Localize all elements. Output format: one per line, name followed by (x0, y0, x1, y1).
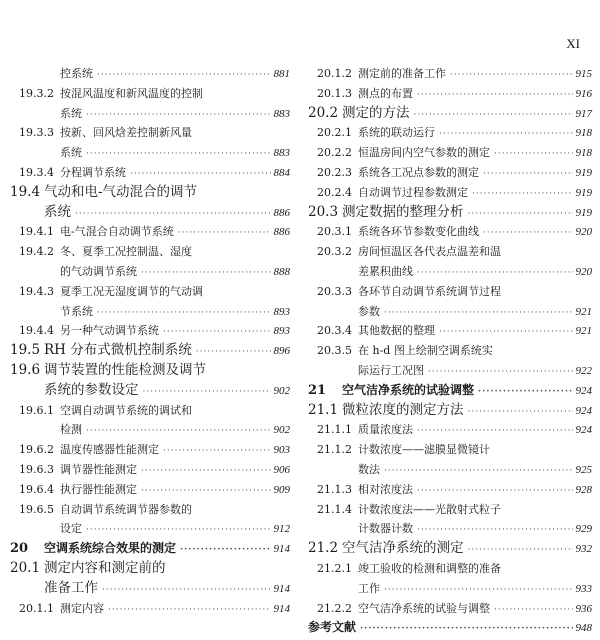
toc-entry[interactable] (308, 500, 592, 520)
toc-entry-number: 20.1.3 (317, 86, 352, 100)
toc-entry-page: 902 (273, 424, 290, 437)
leader-dots (414, 106, 573, 126)
toc-entry-title: 系统各环节参数变化曲线 (358, 225, 479, 239)
toc-entry-title: 计数浓度——滤膜显微镜计 (358, 443, 490, 457)
toc-entry-title: 房间恒温区各代表点温差和温 (358, 245, 501, 259)
toc-entry-title: 空气洁净系统的测定 (342, 540, 464, 557)
toc-entry-title: 系统 (60, 146, 82, 160)
toc-entry-page: 915 (575, 68, 592, 80)
toc-entry[interactable] (10, 440, 290, 460)
toc-entry-title: 空气洁净系统的试验与调整 (358, 601, 490, 615)
toc-entry-title: 系统 (44, 203, 71, 220)
toc-entry-title: 测点的布置 (358, 86, 413, 100)
toc-entry[interactable] (308, 123, 592, 143)
toc-entry-title: 差累积曲线 (358, 264, 413, 278)
toc-entry[interactable] (10, 143, 290, 163)
toc-entry[interactable] (308, 539, 592, 559)
toc-entry-title: 空气洁净系统的试验调整 (342, 382, 475, 397)
toc-entry-number: 19.6.4 (19, 482, 54, 496)
toc-entry[interactable] (308, 420, 592, 440)
toc-entry-title: 测定的方法 (342, 104, 410, 121)
toc-entry-page: 933 (575, 582, 592, 595)
toc-entry-page: 881 (273, 68, 290, 80)
toc-entry-number: 19.3.4 (19, 165, 54, 179)
toc-entry-title: 参数 (358, 304, 380, 318)
toc-entry-page: 925 (575, 463, 592, 476)
toc-entry[interactable] (10, 302, 290, 322)
toc-entry-number: 20.2.3 (317, 165, 352, 179)
toc-entry-number: 20.1 (10, 559, 41, 576)
toc-entry-title: 数法 (358, 462, 380, 476)
toc-entry-number: 21.1.2 (317, 443, 352, 457)
toc-entry[interactable] (10, 203, 290, 223)
toc-entry-number: 21.1.4 (317, 502, 352, 516)
toc-entry-page: 914 (273, 602, 290, 615)
toc-entry-title: 计数浓度法——光散射式粒子 (358, 502, 501, 516)
toc-entry-title: 执行器性能测定 (60, 482, 137, 496)
toc-entry[interactable] (308, 282, 592, 302)
leader-dots (450, 66, 573, 86)
toc-entry[interactable] (10, 480, 290, 500)
toc-entry-number: 20.2 (308, 104, 339, 121)
leader-dots (468, 205, 573, 225)
toc-entry-page: 936 (575, 602, 592, 615)
toc-entry-number: 21.2.1 (317, 561, 352, 575)
toc-entry-number: 20.3.2 (317, 245, 352, 259)
toc-entry[interactable] (308, 381, 592, 401)
toc-entry[interactable] (10, 381, 290, 401)
toc-entry[interactable] (10, 282, 290, 302)
toc-left-column (10, 64, 290, 618)
toc-entry[interactable] (308, 579, 592, 599)
toc-entry[interactable] (10, 64, 290, 84)
toc-entry-title: RH 分布式微机控制系统 (44, 342, 192, 359)
toc-entry-title: 按混风温度和新风温度的控制 (60, 86, 203, 100)
toc-entry-page: 884 (273, 166, 290, 179)
toc-entry-page: 920 (575, 265, 592, 278)
toc-entry-title: 检测 (60, 423, 82, 437)
toc-entry-title: 系统的联动运行 (358, 126, 435, 140)
toc-entry-page: 886 (273, 206, 290, 219)
toc-entry-title: 调节装置的性能检测及调节 (44, 361, 206, 378)
toc-entry-number: 21 (308, 382, 327, 398)
toc-entry-page: 918 (575, 147, 592, 160)
toc-entry-number: 20 (10, 541, 29, 557)
leader-dots (472, 185, 573, 205)
toc-entry-title: 夏季工况无湿度调节的气动调 (60, 284, 203, 298)
toc-entry-page: 888 (273, 265, 290, 278)
toc-entry-title: 工作 (358, 581, 380, 595)
leader-dots (494, 601, 573, 621)
toc-entry[interactable] (10, 163, 290, 183)
toc-entry-page: 902 (273, 384, 290, 397)
toc-entry[interactable] (10, 123, 290, 143)
toc-entry[interactable] (308, 519, 592, 539)
toc-entry-title: 测定数据的整理分析 (342, 203, 464, 220)
toc-entry-number: 19.3.3 (19, 126, 54, 140)
toc-entry-number: 20.2.4 (317, 185, 352, 199)
toc-entry-number: 19.3.2 (19, 86, 54, 100)
leader-dots (141, 462, 271, 482)
toc-entry-page: 924 (575, 384, 592, 397)
toc-entry-number: 20.1.1 (19, 601, 54, 615)
leader-dots (468, 403, 573, 423)
toc-entry[interactable] (10, 401, 290, 421)
toc-entry[interactable] (10, 519, 290, 539)
toc-entry-page: 909 (273, 483, 290, 496)
toc-entry[interactable] (10, 104, 290, 124)
toc-entry[interactable] (308, 242, 592, 262)
toc-entry-page: 921 (575, 305, 592, 318)
toc-entry-title: 按新、回风焓差控制新风量 (60, 126, 192, 140)
leader-dots (102, 581, 271, 601)
toc-entry-title: 际运行工况图 (358, 363, 424, 377)
toc-entry[interactable] (308, 84, 592, 104)
toc-entry-number: 19.4.2 (19, 245, 54, 259)
toc-entry-title: 参考文献 (308, 620, 357, 635)
toc-entry[interactable] (308, 341, 592, 361)
toc-entry[interactable] (10, 262, 290, 282)
toc-entry-title: 竣工验收的检测和调整的准备 (358, 561, 501, 575)
toc-entry-page: 921 (575, 325, 592, 338)
toc-entry-page: 883 (273, 107, 290, 120)
toc-entry-title: 另一种气动调节系统 (60, 324, 159, 338)
leader-dots (360, 620, 572, 640)
toc-entry-page: 922 (575, 364, 592, 377)
toc-entry[interactable] (308, 262, 592, 282)
toc-entry-page: 914 (273, 543, 290, 556)
toc-entry-title: 在 h-d 图上绘制空调系统实 (358, 344, 493, 358)
toc-entry-title: 控系统 (60, 67, 93, 80)
toc-entry-title: 质量浓度法 (358, 423, 413, 437)
toc-entry-page: 903 (273, 444, 290, 457)
toc-entry-number: 21.2 (308, 540, 339, 557)
toc-entry-number: 21.1.3 (317, 482, 352, 496)
toc-entry[interactable] (308, 163, 592, 183)
toc-entry-page: 893 (273, 305, 290, 318)
toc-entry-title: 测定内容和测定前的 (44, 559, 166, 576)
toc-entry-title: 系统 (60, 106, 82, 120)
toc-entry[interactable] (10, 183, 290, 203)
toc-entry-number: 19.4.3 (19, 284, 54, 298)
toc-entry-number: 21.1 (308, 401, 339, 418)
toc-entry-number: 20.2.2 (317, 146, 352, 160)
toc-entry-title: 分程调节系统 (60, 165, 126, 179)
toc-entry[interactable] (308, 618, 592, 638)
leader-dots (417, 86, 573, 106)
toc-entry-number: 21.1.1 (317, 423, 352, 437)
toc-entry[interactable] (308, 440, 592, 460)
toc-entry[interactable] (308, 203, 592, 223)
toc-entry-page: 920 (575, 226, 592, 239)
toc-entry-title: 气动和电-气动混合的调节 (44, 183, 198, 200)
toc-entry-title: 测定内容 (60, 601, 104, 615)
toc-entry-title: 空调自动调节系统的调试和 (60, 403, 192, 417)
toc-entry-page: 929 (575, 523, 592, 536)
toc-entry-title: 冬、夏季工况控制温、湿度 (60, 245, 192, 259)
toc-entry-title: 恒温房间内空气参数的测定 (358, 146, 490, 160)
toc-entry-title: 电-气混合自动调节系统 (60, 225, 174, 239)
toc-entry[interactable] (308, 480, 592, 500)
toc-entry-title: 空调系统综合效果的测定 (44, 541, 177, 556)
toc-entry-number: 19.6.3 (19, 462, 54, 476)
leader-dots (196, 343, 271, 363)
toc-entry-title: 微粒浓度的测定方法 (342, 401, 464, 418)
toc-entry-page: 893 (273, 325, 290, 338)
toc-entry-page: 932 (575, 543, 592, 556)
toc-entry-number: 19.6.2 (19, 443, 54, 457)
toc-entry-page: 917 (575, 107, 592, 120)
toc-entry-page: 919 (575, 186, 592, 199)
toc-entry-page: 916 (575, 87, 592, 100)
toc-entry[interactable] (308, 401, 592, 421)
toc-entry-title: 节系统 (60, 304, 93, 318)
toc-entry-number: 19.4.1 (19, 225, 54, 239)
toc-entry-title: 相对浓度法 (358, 482, 413, 496)
page-number: XI (566, 36, 580, 51)
toc-entry-page: 914 (273, 582, 290, 595)
toc-entry[interactable] (10, 559, 290, 579)
leader-dots (478, 383, 572, 403)
leader-dots (483, 165, 573, 185)
toc-entry[interactable] (308, 64, 592, 84)
toc-entry[interactable] (10, 539, 290, 559)
toc-entry-title: 设定 (60, 522, 82, 536)
toc-entry-title: 自动调节系统调节器参数的 (60, 502, 192, 516)
toc-entry-title: 测定前的准备工作 (358, 67, 446, 80)
toc-entry-number: 19.4.4 (19, 324, 54, 338)
toc-entry-number: 21.2.2 (317, 601, 352, 615)
toc-entry-page: 919 (575, 206, 592, 219)
leader-dots (163, 442, 271, 462)
toc-entry[interactable] (10, 420, 290, 440)
toc-entry-title: 调节器性能测定 (60, 462, 137, 476)
toc-entry-title: 系统各工况点参数的测定 (358, 165, 479, 179)
toc-entry[interactable] (10, 242, 290, 262)
toc-entry[interactable] (308, 321, 592, 341)
toc-entry-page: 918 (575, 127, 592, 140)
toc-entry[interactable] (10, 579, 290, 599)
toc-entry-title: 的气动调节系统 (60, 264, 137, 278)
toc-entry-page: 919 (575, 166, 592, 179)
leader-dots (108, 601, 271, 621)
toc-entry-page: 912 (273, 523, 290, 536)
toc-entry-page: 928 (575, 483, 592, 496)
toc-entry-page: 948 (575, 622, 592, 635)
toc-entry-title: 系统的参数设定 (44, 381, 139, 398)
toc-entry-number: 19.4 (10, 183, 41, 200)
toc-entry-page: 906 (273, 463, 290, 476)
toc-entry[interactable] (10, 341, 290, 361)
toc-entry-title: 计数器计数 (358, 522, 413, 536)
toc-entry[interactable] (10, 84, 290, 104)
toc-entry-number: 19.5 (10, 342, 41, 359)
toc-entry[interactable] (308, 361, 592, 381)
toc-entry-number: 19.6 (10, 361, 41, 378)
toc-entry-number: 19.6.1 (19, 403, 54, 417)
toc-entry-number: 20.3 (308, 203, 339, 220)
toc-entry-title: 准备工作 (44, 579, 98, 596)
toc-entry[interactable] (308, 183, 592, 203)
toc-entry-page: 886 (273, 226, 290, 239)
toc-entry[interactable] (308, 460, 592, 480)
leader-dots (180, 541, 270, 561)
toc-entry-number: 20.2.1 (317, 126, 352, 140)
toc-entry-number: 20.3.4 (317, 324, 352, 338)
toc-entry-number: 20.3.1 (317, 225, 352, 239)
leader-dots (494, 145, 573, 165)
toc-entry-number: 20.3.3 (317, 284, 352, 298)
toc-entry[interactable] (308, 222, 592, 242)
toc-entry[interactable] (10, 599, 290, 619)
toc-entry-page: 883 (273, 147, 290, 160)
toc-entry[interactable] (10, 321, 290, 341)
toc-entry[interactable] (308, 302, 592, 322)
toc-entry-number: 20.3.5 (317, 344, 352, 358)
toc-right-column (308, 64, 592, 638)
toc-entry[interactable] (308, 143, 592, 163)
toc-entry[interactable] (308, 599, 592, 619)
toc-entry-number: 19.6.5 (19, 502, 54, 516)
toc-entry-page: 924 (575, 424, 592, 437)
toc-entry-title: 温度传感器性能测定 (60, 443, 159, 457)
toc-entry[interactable] (308, 559, 592, 579)
toc-entry[interactable] (10, 222, 290, 242)
toc-entry[interactable] (10, 500, 290, 520)
toc-entry[interactable] (10, 361, 290, 381)
toc-entry-title: 其他数据的整理 (358, 324, 435, 338)
toc-entry-page: 896 (273, 345, 290, 358)
toc-entry-title: 自动调节过程参数测定 (358, 185, 468, 199)
toc-entry-page: 924 (575, 404, 592, 417)
toc-entry-title: 各环节自动调节系统调节过程 (358, 284, 501, 298)
toc-entry-number: 20.1.2 (317, 67, 352, 80)
toc-entry[interactable] (308, 104, 592, 124)
toc-entry[interactable] (10, 460, 290, 480)
